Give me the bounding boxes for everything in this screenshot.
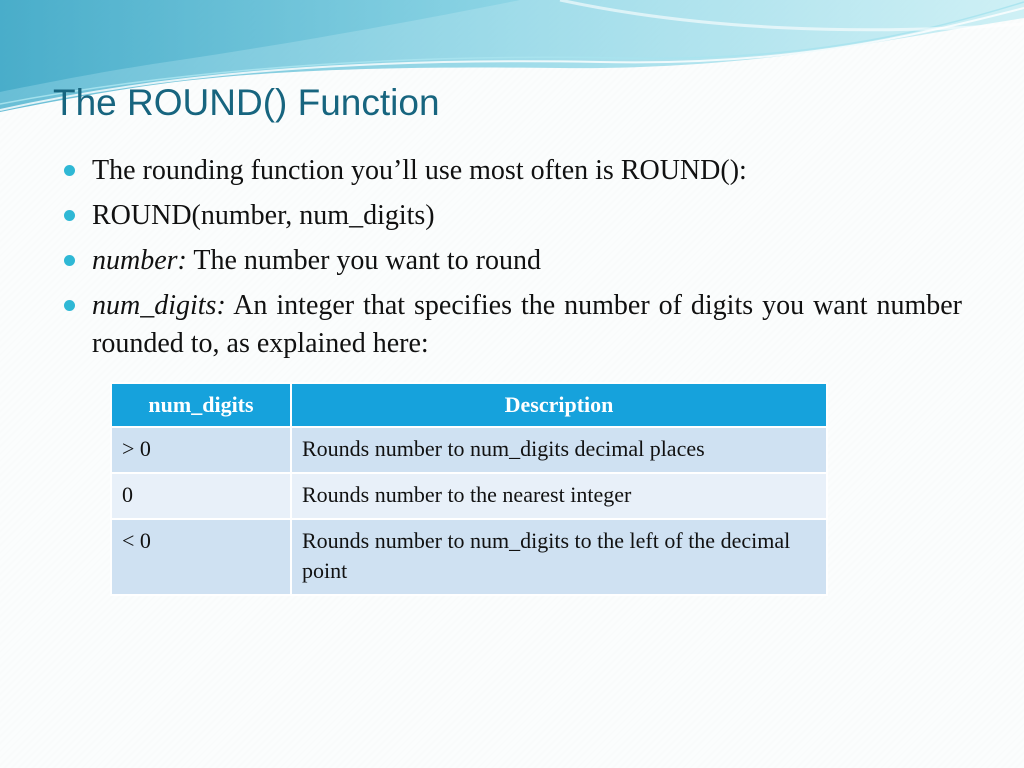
- table-cell-description: Rounds number to the nearest integer: [291, 473, 827, 519]
- bullet-item: [64, 287, 962, 363]
- bullet-text: ROUND(number, num_digits): [92, 200, 435, 231]
- column-header-num-digits: num_digits: [111, 383, 291, 427]
- table-cell-num-digits: > 0: [111, 427, 291, 473]
- slide-title: The ROUND() Function: [53, 82, 440, 123]
- bullet-term: num_digits:: [92, 290, 226, 321]
- bullet-dot-icon: [64, 255, 75, 266]
- bullet-item: [64, 242, 962, 280]
- bullet-dot-icon: [64, 210, 75, 221]
- table-cell-description: Rounds number to num_digits decimal places: [291, 427, 827, 473]
- num-digits-table: [110, 382, 828, 596]
- bullet-term: number:: [92, 245, 187, 276]
- table-row: [111, 519, 827, 595]
- table-cell-description: Rounds number to num_digits to the left of the decimal point: [291, 519, 827, 595]
- table-cell-num-digits: 0: [111, 473, 291, 519]
- bullet-text: An integer that specifies the number of digits you want number rounded to, as explained here:: [92, 290, 962, 359]
- bullet-item: [64, 152, 962, 190]
- bullet-dot-icon: [64, 300, 75, 311]
- bullet-item: [64, 197, 962, 235]
- bullet-text: The number you want to round: [186, 245, 541, 276]
- bullet-dot-icon: [64, 165, 75, 176]
- table-row: [111, 473, 827, 519]
- table-row: [111, 427, 827, 473]
- table-cell-num-digits: < 0: [111, 519, 291, 595]
- table-header-row: [111, 383, 827, 427]
- column-header-description: Description: [291, 383, 827, 427]
- bullet-text: The rounding function you’ll use most often is ROUND():: [92, 155, 747, 186]
- bullet-list: [64, 152, 962, 370]
